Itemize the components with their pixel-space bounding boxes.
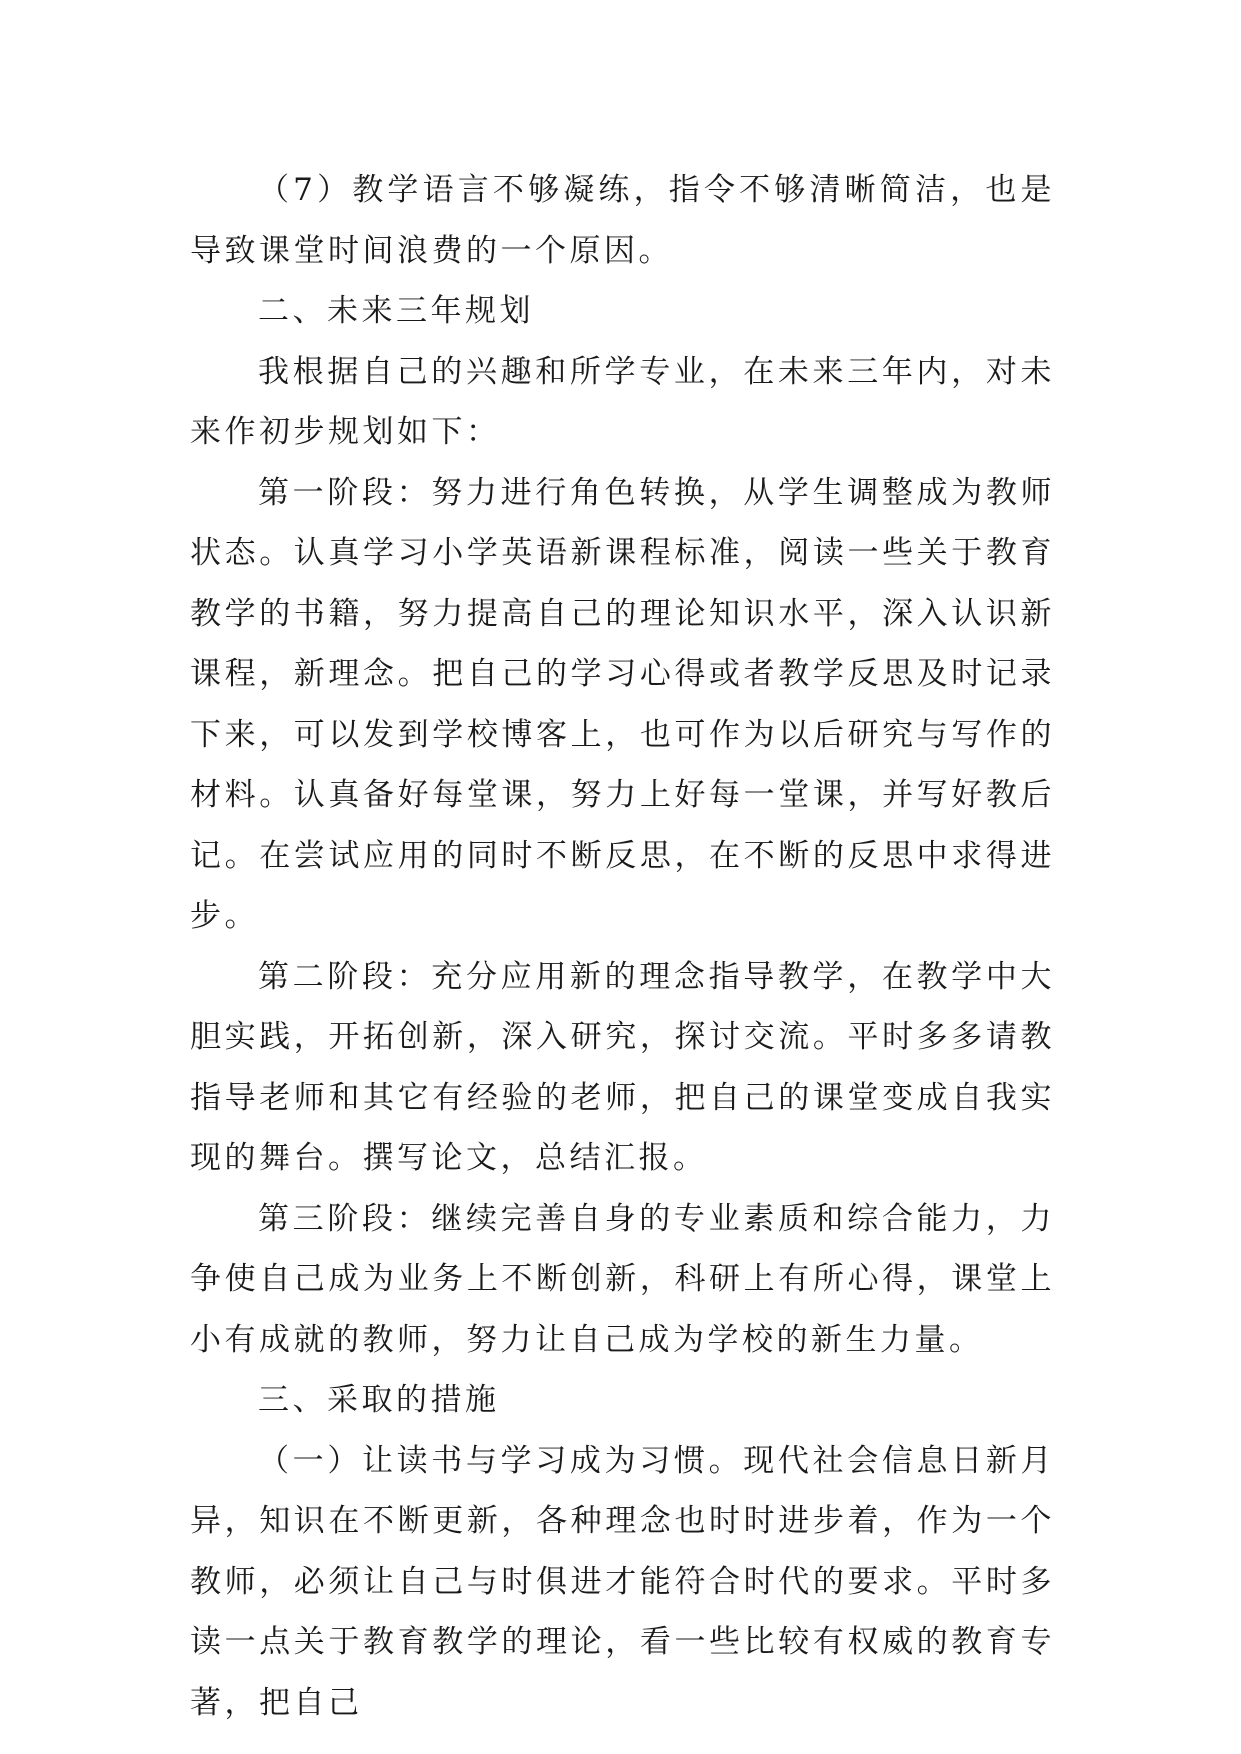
heading-three-year-plan: 二、未来三年规划 — [258, 293, 534, 329]
heading-measures: 三、采取的措施 — [258, 1382, 500, 1418]
paragraph-stage-one: 第一阶段：努力进行角色转换，从学生调整成为教师状态。认真学习小学英语新课程标准，阅读一些关于教育教学的书籍，努力提高自己的理论知识水平，深入认识新课程，新理念。把自己的学习心得或者教学反思及时记录下来，可以发到学校博客上，也可作为以后研究与写作的材料。认真备好每堂课，努力上好每一堂课，并写好教后记。在尝试应用的同时不断反思，在不断的反思中求得进步。 — [190, 474, 1055, 934]
document-body — [190, 160, 1055, 1733]
paragraph-measure-one: （一）让读书与学习成为习惯。现代社会信息日新月异，知识在不断更新，各种理念也时时进步着，作为一个教师，必须让自己与时俱进才能符合时代的要求。平时多读一点关于教育教学的理论，看一些比较有权威的教育专著，把自己 — [190, 1442, 1055, 1721]
paragraph-plan-intro: 我根据自己的兴趣和所学专业，在未来三年内，对未来作初步规划如下： — [190, 353, 1055, 450]
paragraph-stage-two: 第二阶段：充分应用新的理念指导教学，在教学中大胆实践，开拓创新，深入研究，探讨交流。平时多多请教指导老师和其它有经验的老师，把自己的课堂变成自我实现的舞台。撰写论文，总结汇报。 — [190, 958, 1055, 1176]
paragraph-teaching-language: （7）教学语言不够凝练，指令不够清晰简洁，也是导致课堂时间浪费的一个原因。 — [190, 172, 1055, 269]
paragraph-stage-three: 第三阶段：继续完善自身的专业素质和综合能力，力争使自己成为业务上不断创新，科研上有所心得，课堂上小有成就的教师，努力让自己成为学校的新生力量。 — [190, 1200, 1055, 1358]
